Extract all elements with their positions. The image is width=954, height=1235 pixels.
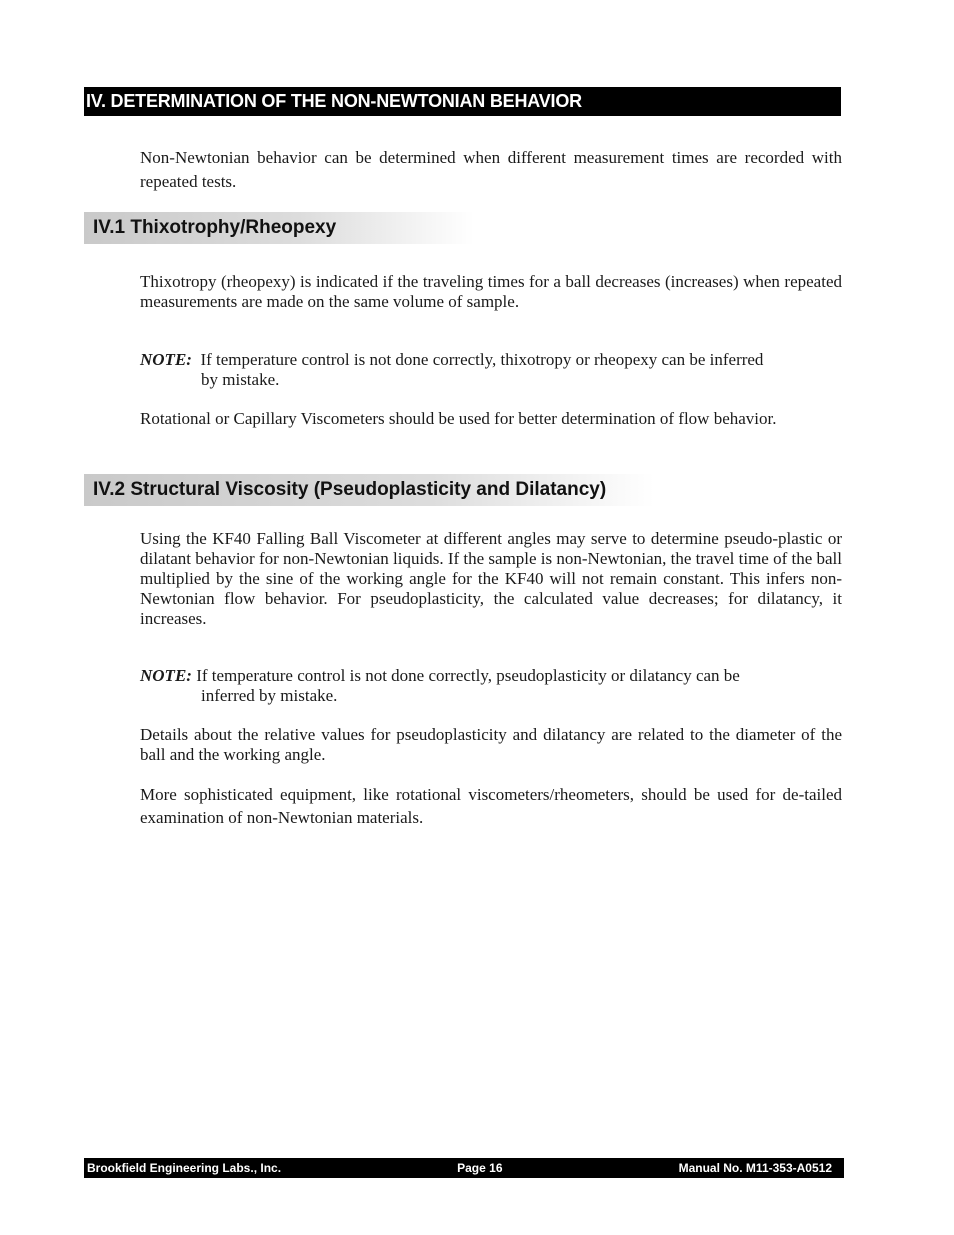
- footer-company: Brookfield Engineering Labs., Inc.: [87, 1161, 282, 1175]
- details-paragraph: Details about the relative values for pseudoplasticity and dilatancy are related to the diameter of the ball and the working angle.: [140, 725, 842, 764]
- footer-page-number: Page 16: [457, 1161, 503, 1175]
- thixotropy-note: [140, 350, 842, 390]
- subsection-heading-thixotrophy: IV.1 Thixotrophy/Rheopexy: [84, 212, 474, 244]
- page-footer: [84, 1158, 844, 1178]
- rotational-paragraph: Rotational or Capillary Viscometers should be used for better determination of flow behavior.: [140, 409, 777, 428]
- note-text: If temperature control is not done correctly, thixotropy or rheopexy can be inferred: [200, 350, 764, 369]
- equipment-paragraph: More sophisticated equipment, like rotational viscometers/rheometers, should be used for de-tailed examination of non-Newtonian materials.: [140, 785, 842, 827]
- structural-viscosity-paragraph: Using the KF40 Falling Ball Viscometer at different angles may serve to determine pseudo-plastic or dilatant behavior for non-Newtonian liquids. If the sample is non-Newtonian, the travel time of the ball multiplied by the sine of the working angle for the KF40 will not remain constant. This infers non-Newtonian flow behavior. For pseudoplasticity, the calculated value decreases; for dilatancy, it increases.: [140, 529, 843, 628]
- intro-paragraph: Non-Newtonian behavior can be determined when different measurement times are recorded with repeated tests.: [140, 148, 842, 191]
- footer-manual-number: Manual No. M11-353-A0512: [678, 1161, 832, 1175]
- note-continuation: by mistake.: [201, 370, 280, 389]
- thixotropy-paragraph: Thixotropy (rheopexy) is indicated if the traveling times for a ball decreases (increases) when repeated measurements are made on the same volume of sample.: [140, 272, 842, 311]
- note-line: [140, 666, 842, 686]
- note-label: NOTE:: [140, 666, 192, 685]
- note-text: If temperature control is not done correctly, pseudoplasticity or dilatancy can be: [196, 666, 740, 685]
- section-heading: IV. DETERMINATION OF THE NON-NEWTONIAN BEHAVIOR: [84, 87, 841, 116]
- subsection-heading-structural-viscosity: IV.2 Structural Viscosity (Pseudoplasticity and Dilatancy): [84, 474, 654, 506]
- note-label: NOTE:: [140, 350, 192, 369]
- structural-note: [140, 666, 842, 706]
- note-continuation: inferred by mistake.: [201, 686, 338, 705]
- note-line: [140, 350, 842, 370]
